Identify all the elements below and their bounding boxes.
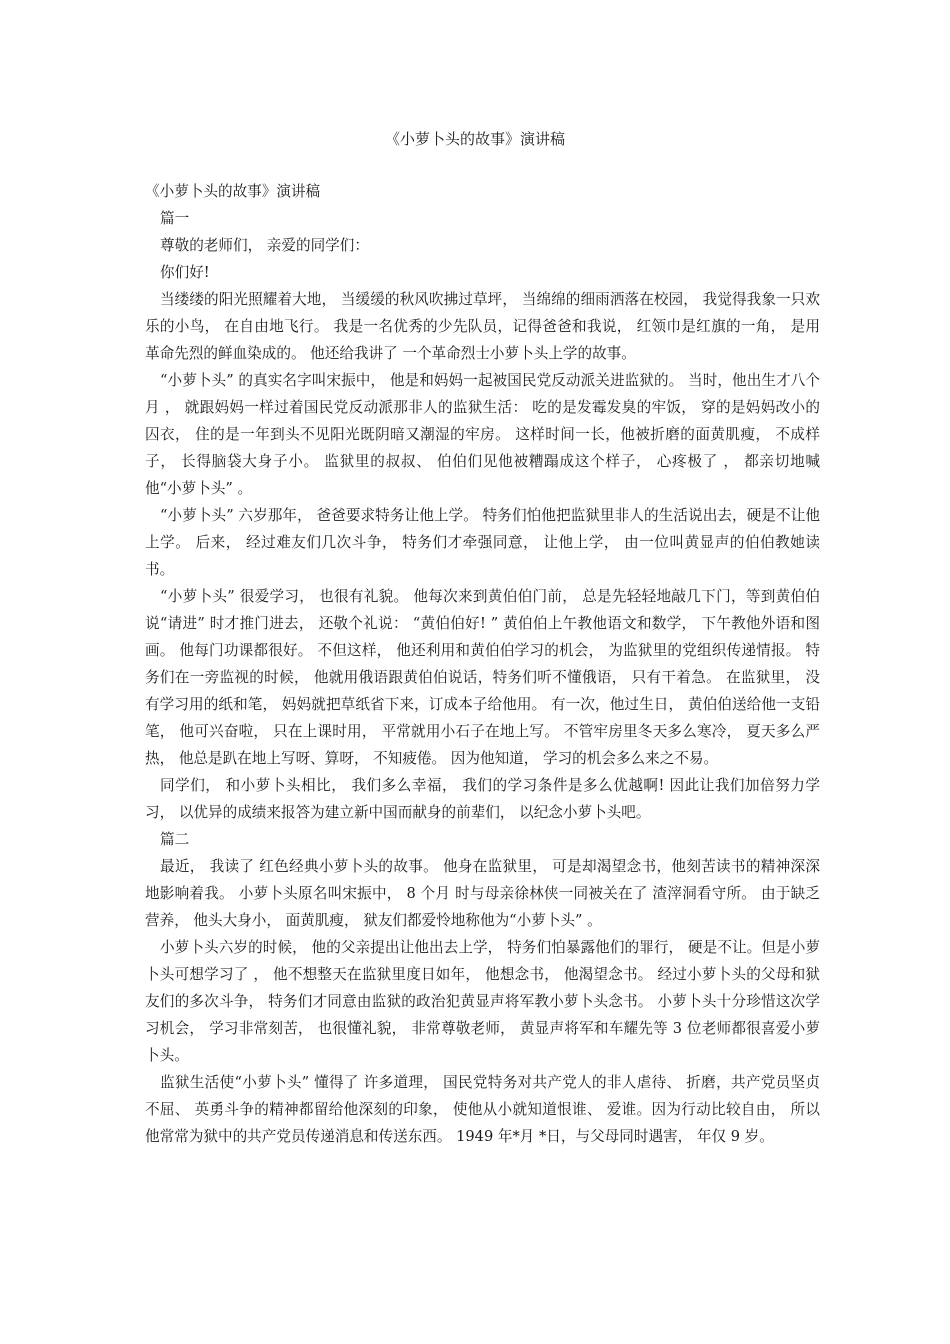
body-paragraph: “小萝卜头” 的真实名字叫宋振中， 他是和妈妈一起被国民党反动派关进监狱的。 当时，他出生才八个月 ， 就跟妈妈一样过着国民党反动派那非人的监狱生活： 吃的是发霉发臭的牢饭， 穿的是妈妈改小的囚衣， 住的是一年到头不见阳光既阴暗又潮湿的牢房。 这样时间一长，他被折磨的面黄肌瘦， 不成样子， 长得脑袋大身子小。 监狱里的叔叔、 伯伯们见他被糟蹋成这个样子， 心疼极了 ， 都亲切地喊他“小萝卜头” 。 — [145, 372, 820, 497]
body-paragraph: “小萝卜头” 很爱学习， 也很有礼貌。 他每次来到黄伯伯门前， 总是先轻轻地敲几下门，等到黄伯伯说“请进” 时才推门进去， 还敬个礼说： “黄伯伯好! ” 黄伯伯上午教他语文和数学， 下午教他外语和图画。 他每门功课都很好。 不但这样， 他还利用和黄伯伯学习的机会， 为监狱里的党组织传递情报。 特务们在一旁监视的时候， 他就用俄语跟黄伯伯说话，特务们听不懂俄语， 只有干着急。 在监狱里， 没有学习用的纸和笔， 妈妈就把草纸省下来，订成本子给他用。 有一次，他过生日， 黄伯伯送给他一支铅笔， 他可兴奋啦， 只在上课时用， 平常就用小石子在地上写。 不管牢房里冬天多么寒冷， 夏天多么严热， 他总是趴在地上写呀、算呀， 不知疲倦。 因为他知道， 学习的机会多么来之不易。 — [145, 588, 820, 767]
body-paragraph: 最近， 我读了 红色经典小萝卜头的故事。 他身在监狱里， 可是却渴望念书，他刻苦读书的精神深深地影响着我。 小萝卜头原名叫宋振中， 8 个月 时与母亲徐林侠一同被关在了 渣滓洞看守所。 由于缺乏营养， 他头大身小， 面黄肌瘦， 狱友们都爱怜地称他为“小萝卜头” 。 — [145, 858, 820, 929]
salutation: 尊敬的老师们， 亲爱的同学们： — [160, 237, 369, 254]
section-heading-1: 篇一 — [160, 210, 190, 227]
body-paragraph: “小萝卜头” 六岁那年， 爸爸要求特务让他上学。 特务们怕他把监狱里非人的生活说出去，硬是不让他上学。 后来， 经过难友们几次斗争， 特务们才牵强同意， 让他上学， 由一位叫黄显声的伯伯教她读书。 — [145, 507, 820, 578]
document-title: 《小萝卜头的故事》演讲稿 — [384, 130, 565, 148]
document-subtitle: 《小萝卜头的故事》演讲稿 — [145, 183, 321, 200]
section-heading-2: 篇二 — [160, 831, 190, 848]
greeting: 你们好! — [160, 264, 210, 281]
document-body — [145, 178, 820, 1150]
body-paragraph: 当缕缕的阳光照耀着大地， 当缓缓的秋风吹拂过草坪， 当绵绵的细雨洒落在校园， 我觉得我象一只欢乐的小鸟， 在自由地飞行。 我是一名优秀的少先队员，记得爸爸和我说， 红领巾是红旗的一角， 是用革命先烈的鲜血染成的。 他还给我讲了 一个革命烈士小萝卜头上学的故事。 — [145, 291, 820, 362]
body-paragraph: 监狱生活使“小萝卜头” 懂得了 许多道理， 国民党特务对共产党人的非人虐待、 折磨，共产党员坚贞不屈、 英勇斗争的精神都留给他深刻的印象， 使他从小就知道恨谁、 爱谁。因为行动比较自由， 所以他常常为狱中的共产党员传递消息和传送东西。 1949 年*月 *日，与父母同时遇害， 年仅 9 岁。 — [145, 1074, 820, 1145]
body-paragraph: 小萝卜头六岁的时候， 他的父亲提出让他出去上学， 特务们怕暴露他们的罪行， 硬是不让。但是小萝卜头可想学习了 ， 他不想整天在监狱里度日如年， 他想念书， 他渴望念书。 经过小萝卜头的父母和狱友们的多次斗争， 特务们才同意由监狱的政治犯黄显声将军教小萝卜头念书。 小萝卜头十分珍惜这次学习机会， 学习非常刻苦， 也很懂礼貌， 非常尊敬老师， 黄显声将军和车耀先等 3 位老师都很喜爱小萝卜头。 — [145, 939, 820, 1064]
body-paragraph: 同学们， 和小萝卜头相比， 我们多么幸福， 我们的学习条件是多么优越啊! 因此让我们加倍努力学习， 以优异的成绩来报答为建立新中国而献身的前辈们， 以纪念小萝卜头吧。 — [145, 777, 820, 821]
